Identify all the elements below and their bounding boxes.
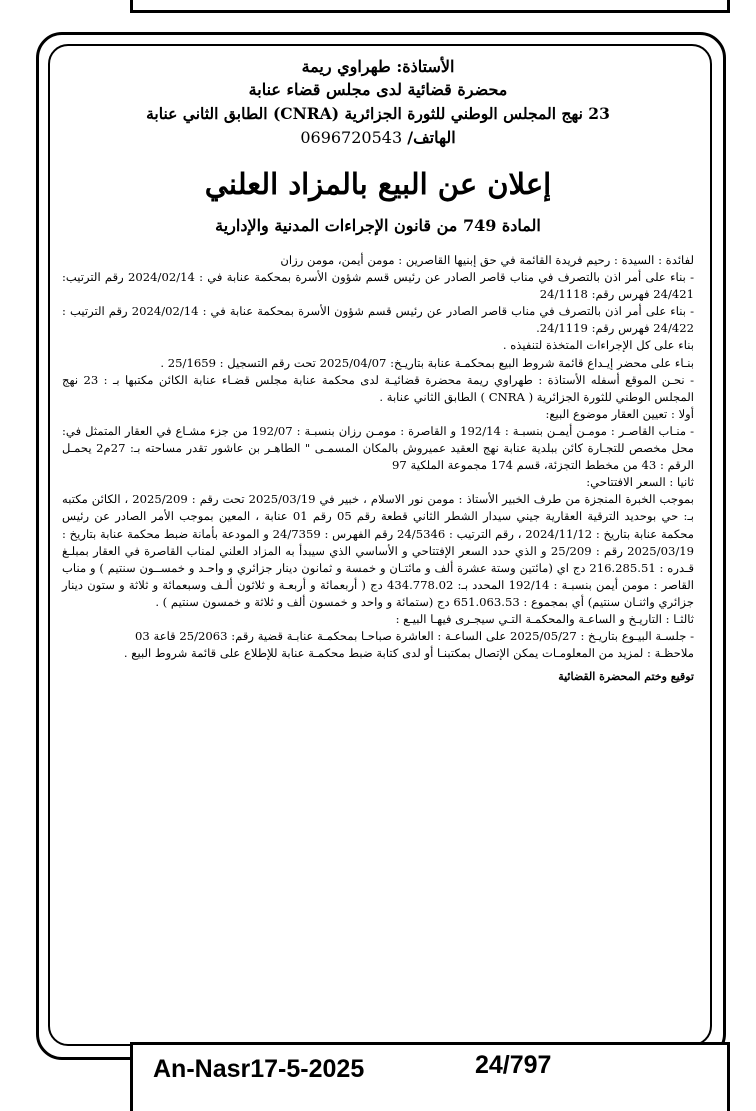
announcement-subtitle: المادة 749 من قانون الإجراءات المدنية والإدارية [215, 216, 541, 235]
deposit-paragraph: بنـاء على محضر إيـداع قائمة شروط البيع بمحكمـة عنابة بتاريـخ: 2025/04/07 تحت رقم التسجيل : 25/1659 . [160, 355, 694, 370]
beneficiary-paragraph: لفائدة : السيدة : رحيم فريدة القائمة في حق إبنيها القاصرين : مومن أيمن، مومن رزان [280, 253, 694, 267]
section-date-heading: ثالثـا : التاريـخ و الساعـة والمحكمـة التـي سيجـرى فيهـا البيـع : [395, 611, 694, 626]
note-paragraph: ملاحظـة : لمزيد من المعلومـات يمكن الإتصال بمكتبنـا أو لدى كتابة ضبط محكمـة عنابة للإطلاع على قائمة شروط البيع . [123, 646, 694, 661]
session-paragraph: - جلسـة البيـوع بتاريـخ : 2025/05/27 على الساعـة : العاشرة صباحـا بمحكمـة عنابـة قضية رقم: 25/2063 قاعة 03 [135, 629, 694, 644]
top-frame-edge [130, 0, 730, 13]
bailiff-office: محضرة قضائية لدى مجلس قضاء عنابة [248, 80, 508, 99]
phone-number: 0696720543 [300, 128, 403, 147]
announcement-content [62, 56, 694, 1036]
bailiff-paragraph: - نحـن الموقع أسفله الأستاذة : طهراوي ريمة محضرة قضائيـة لدى محكمة عنابة مجلس قضـاء عنابة الكائن مكتبها بـ : 23 نهج المجلس الوطني للثورة الجزائرية ( CNRA ) الطابق الثاني عنابة . [62, 372, 694, 404]
order-paragraph-2: - بناء على أمر اذن بالتصرف في مناب قاصر الصادر عن رئيس قسم شؤون الأسرة بمحكمة عنابة في : 2024/02/14 رقم الترتيب : 24/422 فهرس رقم: 24/1119. [62, 304, 694, 336]
announcement-body [62, 252, 694, 662]
signature-line: توقيع وختم المحضرة القضائية [558, 670, 694, 684]
footer-bar [130, 1042, 730, 1111]
bailiff-name: الأستاذة: طهراوي ريمة [301, 57, 455, 76]
announcement-title: إعلان عن البيع بالمزاد العلني [204, 167, 552, 201]
section-property-heading: أولا : تعيين العقار موضوع البيع: [545, 406, 694, 421]
newspaper-label: An-Nasr17-5-2025 [153, 1055, 365, 1083]
price-paragraph: بموجب الخبرة المنجزة من طرف الخبير الأستاذ : مومن نور الاسلام ، خبير في 2025/03/19 تحت رقم : 2025/209 ، الكائن مكتبه بـ: حي بوحديد الترقية العقارية جيني سيدار الشطر الثاني قطعة رقم 05 رقم 01 عنابة ، المعين بموجب الأمر الصادر عن رئيس محكمة عنابة بتاريخ : 2024/11/12 ، رقم الترتيب : 24/5346 رقم الفهرس : 24/7359 و المودعة بأمانة ضبط محكمة عنابة بتاريخ : 2025/03/19 رقم : 25/209 و الذي حدد السعر الإفتتاحي و الأساسي الذي سيبدأ به المزاد العلني لمناب القاصرة في العقار بمبلـغ قـدره : 216.285.51 دج اي (مائتين وستة عشرة ألف و مائتـان و خمسة و ثمانون دينار جزائري و واحـد و خمســون سنتيم ) و مناب القاصر : مومن أيمن بنسبـة : 192/14 المحدد بـ: 434.778.02 دج ( أربعمائة و أربعـة و ثلاثون ألـف وسبعمائة و ثلاثة و ستون دينار جزائري واثنـان سنتيم) أي بمجموع : 651.063.53 دج (ستمائة و واحد و خمسون ألف و ثلاثة و خمسون سنتيم ) . [62, 492, 694, 609]
reference-number: 24/797 [475, 1051, 552, 1079]
phone-line [62, 126, 694, 150]
section-price-heading: ثانيا : السعر الافتتاحي: [586, 475, 694, 490]
phone-label: الهاتف/ [407, 128, 456, 147]
property-paragraph: - منـاب القاصـر : مومـن أيمـن بنسبـة : 192/14 و القاصرة : مومـن رزان بنسبـة : 192/07 من جزء مشـاع في العقار المتمثل في: محل مخصص للتجـارة كائن ببلدية عنابة نهج العقيد عميروش بالمكان المسمـى " الطاهـر بن عاشور تقدر مساحته بـ: 27م2 يحمـل الرقم : 43 من مخطط التجزئة، قسم 174 مجموعة الملكية 97 [62, 423, 694, 473]
order-paragraph-1: - بناء على أمر اذن بالتصرف في مناب قاصر الصادر عن رئيس قسم شؤون الأسرة بمحكمة عنابة في : 2024/02/14 رقم الترتيب: 24/421 فهرس رقم: 24/1118 [62, 270, 694, 302]
procedures-paragraph: بناء على كل الإجراءات المتخذة لتنفيذه . [502, 338, 694, 353]
office-address: 23 نهج المجلس الوطني للثورة الجزائرية (CNRA) الطابق الثاني عنابة [146, 104, 610, 123]
